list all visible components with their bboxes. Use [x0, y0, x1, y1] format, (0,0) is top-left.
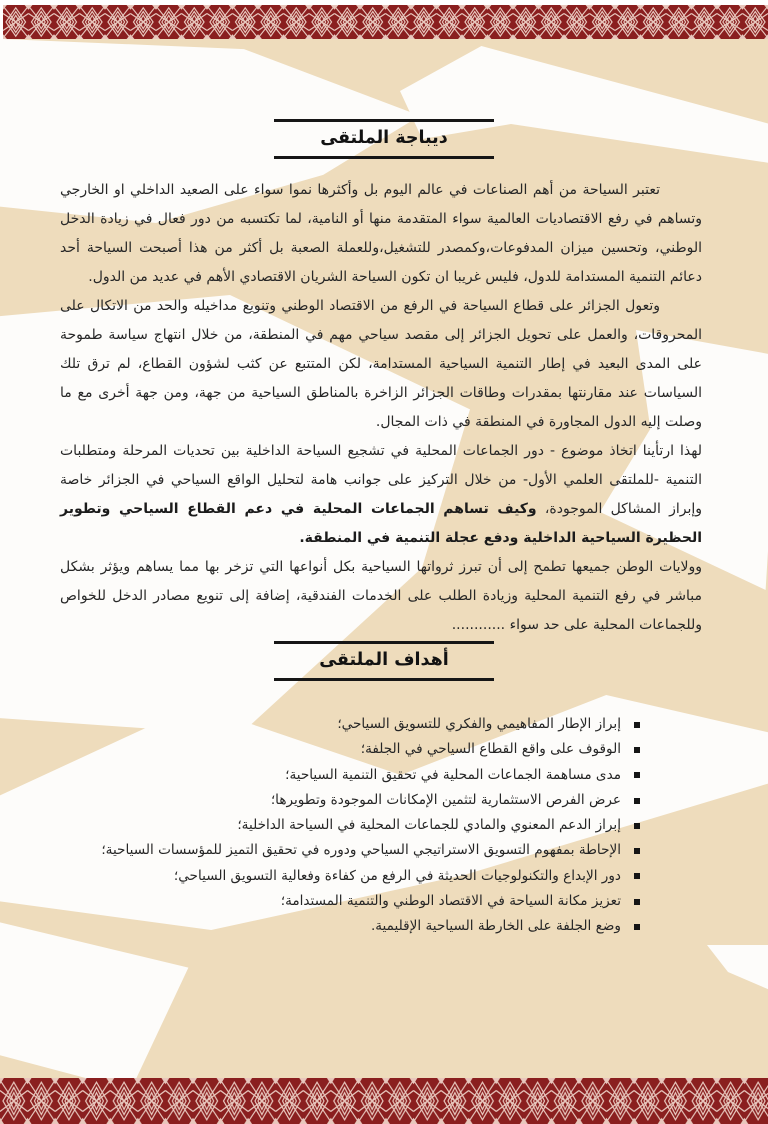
- objective-text: عرض الفرص الاستثمارية لتثمين الإمكانات الموجودة وتطويرها؛: [270, 791, 621, 808]
- objective-text: الإحاطة بمفهوم التسويق الاستراتيجي السياحي ودوره في تحقيق التميز للمؤسسات السياحية؛: [101, 842, 621, 859]
- objective-item: [40, 763, 640, 788]
- objective-text: دور الإبداع والتكنولوجيات الحديثة في الرفع من كفاءة وفعالية التسويق السياحي؛: [173, 867, 621, 884]
- objective-text: إبراز الإطار المفاهيمي والفكري للتسويق السياحي؛: [337, 716, 621, 732]
- ornamental-border-bottom: [0, 1078, 768, 1124]
- bullet-square-icon: [634, 823, 640, 829]
- objective-item: [40, 737, 640, 762]
- preamble-body: [60, 176, 702, 640]
- preamble-paragraph-3-start: لهذا ارتأينا اتخاذ موضوع - دور الجماعات المحلية في تشجيع السياحة الداخلية بين تحديات المرحلة ومتطلبات التنمية -للملتقى العلمي الأول- من خلال التركيز على جوانب هامة لتحليل الواقع السياحي في الجزائر خاصة وإبراز المشاكل الموجودة،: [60, 443, 703, 517]
- preamble-paragraph-1: تعتبر السياحة من أهم الصناعات في عالم اليوم بل وأكثرها نموا سواء على الصعيد الداخلي او الخارجي وتساهم في رفع الاقتصاديات العالمية سواء المتقدمة منها أو النامية، لما تكتسبه من دور فعال في زيادة الدخل الوطني، وتحسين ميزان المدفوعات،وكمصدر للتشغيل،وللعملة الصعبة بل أكثر من هذا أصبحت السياحة أحد دعائم التنمية المستدامة للدول، فليس غريبا ان تكون السياحة الشريان الاقتصادي الأهم في عديد من الدول.: [60, 182, 702, 285]
- bullet-square-icon: [634, 899, 640, 905]
- ornamental-border-top: [3, 5, 768, 39]
- objectives-list: [40, 712, 640, 940]
- objective-item: [40, 889, 640, 914]
- objective-item: [40, 712, 640, 737]
- bullet-square-icon: [634, 747, 640, 753]
- bullet-square-icon: [634, 873, 640, 879]
- objective-text: مدى مساهمة الجماعات المحلية في تحقيق التنمية السياحية؛: [285, 766, 621, 783]
- bullet-square-icon: [634, 722, 640, 728]
- objective-item: [40, 914, 640, 939]
- preamble-title: ديباجة الملتقى: [274, 119, 494, 159]
- bullet-square-icon: [634, 924, 640, 930]
- objectives-title: أهداف الملتقى: [274, 641, 494, 681]
- objective-text: وضع الجلفة على الخارطة السياحية الإقليمية.: [370, 918, 621, 935]
- bullet-square-icon: [634, 798, 640, 804]
- objectives-section: [0, 641, 768, 681]
- preamble-paragraph-2: وتعول الجزائر على قطاع السياحة في الرفع من الاقتصاد الوطني وتنويع مداخيله والحد من الاتكال على المحروقات، والعمل على تحويل الجزائر إلى مقصد سياحي مهم في المنطقة، من خلال انتهاج سياسة طموحة على المدى البعيد في إطار التنمية السياحية المستدامة، لكن المتتبع عن كثب لشؤون القطاع، لم ترق تلك السياسات عند مقارنتها بمقدرات وطاقات الجزائر الزاخرة بالمناطق السياحية من جهة، ومن جهة أخرى مع ما وصلت إليه الدول المجاورة في المنطقة في ذات المجال.: [60, 298, 702, 430]
- objective-text: إبراز الدعم المعنوي والمادي للجماعات المحلية في السياحة الداخلية؛: [237, 817, 621, 834]
- preamble-paragraph-4: وولايات الوطن جميعها تطمح إلى أن تبرز ثرواتها السياحية بكل أنواعها التي تزخر بها مما يساهم ويؤثر بشكل مباشر في رفع التنمية المحلية وزيادة الطلب على الخدمات الفندقية، إضافة إلى تنويع مصادر الدخل للخواص وللجماعات المحلية على حد سواء ............: [60, 559, 702, 633]
- objective-text: تعزيز مكانة السياحة في الاقتصاد الوطني والتنمية المستدامة؛: [280, 893, 621, 910]
- bullet-square-icon: [634, 848, 640, 854]
- objective-item: [40, 813, 640, 838]
- bullet-square-icon: [634, 772, 640, 778]
- objective-item: [40, 838, 640, 863]
- preamble-paragraph-3: [60, 437, 702, 553]
- objective-text: الوقوف على واقع القطاع السياحي في الجلفة؛: [360, 741, 621, 758]
- objective-item: [40, 788, 640, 813]
- objective-item: [40, 864, 640, 889]
- preamble-paragraph-3-bold: وكيف تساهم الجماعات المحلية في دعم القطاع السياحي وتطوير الحظيرة السياحية الداخلية ودفع عجلة التنمية في المنطقة.: [60, 501, 702, 546]
- preamble-section: [0, 119, 768, 159]
